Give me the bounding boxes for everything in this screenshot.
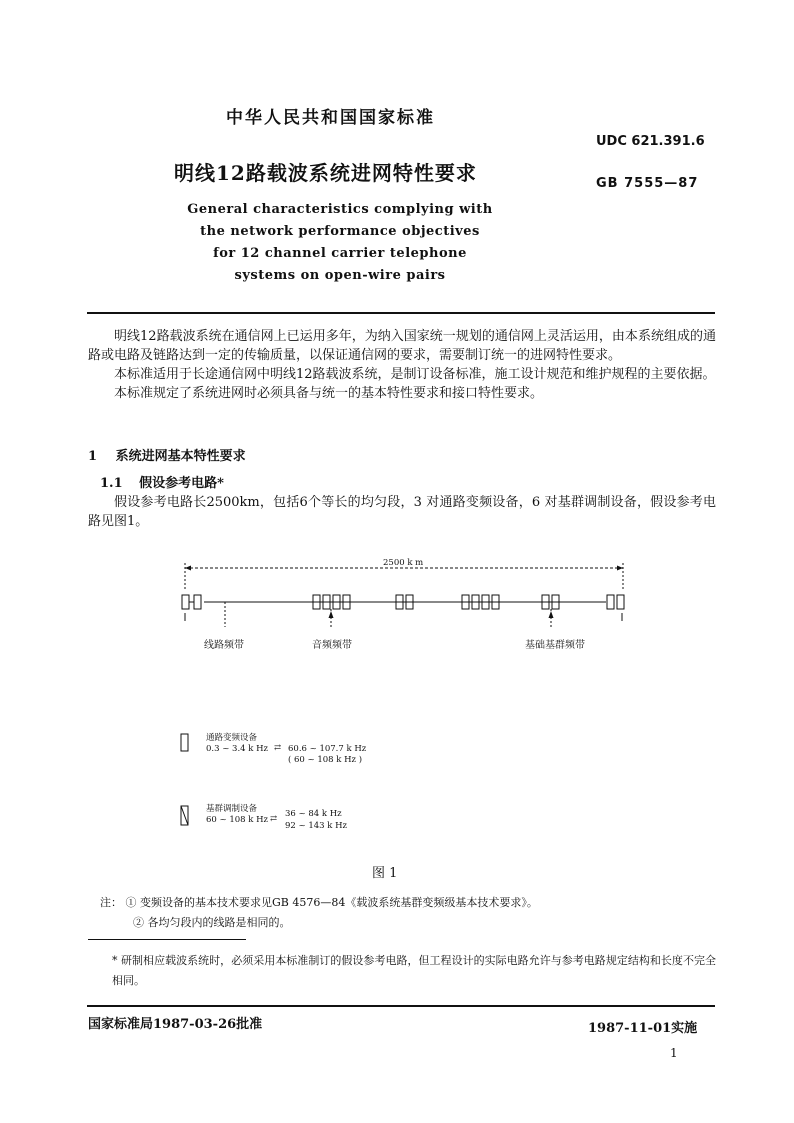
section-1-title: 系统进网基本特性要求: [115, 449, 246, 464]
notes: [100, 893, 538, 933]
channel-converter-right-range: 60.6 ~ 107.7 k Hz: [288, 744, 367, 754]
terminal-left-b: [194, 595, 201, 609]
notes-prefix: 注：: [100, 896, 122, 909]
document-title: 明线12路载波系统进网特性要求: [174, 161, 477, 185]
line-band-label: 线路频带: [204, 640, 244, 651]
footnote: * 研制相应载波系统时，必须采用本标准制订的假设参考电路，但工程设计的实际电路允许与参考电路规定结构和长度不完全相同。: [112, 954, 716, 987]
english-title-line-1: General characteristics complying with: [187, 202, 493, 217]
intro-paragraph-1: 明线12路载波系统在通信网上已运用多年，为纳入国家统一规划的通信网上灵活运用，由本系统组成的通路或电路及链路达到一定的传输质量，以保证通信网的要求，需要制订统一的进网特性要求。: [88, 329, 716, 363]
note-1: ① 变频设备的基本技术要求见GB 4576—84《载波系统基群变频级基本技术要求》。: [125, 896, 538, 909]
section-1-1-title: 假设参考电路*: [139, 476, 224, 491]
intro-paragraph-2: 本标准适用于长途通信网中明线12路载波系统，是制订设备标准，施工设计规范和维护规程的主要依据。: [114, 367, 716, 382]
channel-converter-name: 通路变频设备: [206, 733, 258, 743]
figure-caption: 图 1: [372, 866, 398, 881]
section-1-1-body: 假设参考电路长2500km，包括6个等长的均匀段，3 对通路变频设备，6 对基群调制设备，假设参考电路见图1。: [88, 495, 716, 529]
page-number: 1: [670, 1046, 678, 1060]
header-divider: [87, 312, 715, 314]
group-modulator-right-range-1: 36 ~ 84 k Hz: [285, 809, 342, 819]
english-title-line-3: for 12 channel carrier telephone: [213, 246, 467, 261]
group-modulator-left-range: 60 ~ 108 k Hz: [206, 815, 269, 825]
channel-converter-symbol: [178, 732, 192, 754]
channel-converter-left-range: 0.3 ~ 3.4 k Hz: [206, 744, 269, 754]
section-1-number: 1: [88, 449, 98, 464]
bidirectional-arrow-icon: ⇄: [274, 743, 282, 753]
note-2: ② 各均匀段内的线路是相同的。: [133, 916, 291, 929]
bidirectional-arrow-icon-2: ⇄: [270, 814, 278, 824]
approval-date: 国家标准局1987-03-26批准: [88, 1017, 263, 1032]
udc-code: UDC 621.391.6: [596, 134, 705, 149]
footnote-divider: [88, 939, 246, 940]
section-1-heading: [88, 445, 246, 464]
section-1-1-number: 1.1: [100, 476, 123, 491]
org-title: 中华人民共和国国家标准: [226, 108, 435, 128]
section-1-1-body-wrap: [88, 493, 716, 531]
english-title-line-4: systems on open-wire pairs: [234, 268, 446, 283]
intro-paragraph-3: 本标准规定了系统进网时必须具备与统一的基本特性要求和接口特性要求。: [114, 386, 544, 401]
channel-converter-right-range-alt: ( 60 ~ 108 k Hz ): [288, 755, 363, 765]
group-modulator-symbol: [178, 804, 192, 828]
effective-date: 1987-11-01实施: [588, 1021, 698, 1036]
group-modulator-right-range-2: 92 ~ 143 k Hz: [285, 821, 348, 831]
group-band-label: 基础基群频带: [525, 640, 585, 651]
section-1-1-heading: [100, 472, 224, 491]
english-title-line-2: the network performance objectives: [200, 224, 480, 239]
english-title: [170, 199, 510, 287]
gb-number: GB 7555—87: [596, 176, 699, 191]
length-label: 2500 k m: [383, 558, 424, 568]
intro-section: [88, 327, 716, 403]
footer-divider: [87, 1005, 715, 1007]
group-modulator-name: 基群调制设备: [206, 804, 258, 814]
terminal-left-a: [182, 595, 189, 609]
audio-band-label: 音频频带: [312, 640, 352, 651]
